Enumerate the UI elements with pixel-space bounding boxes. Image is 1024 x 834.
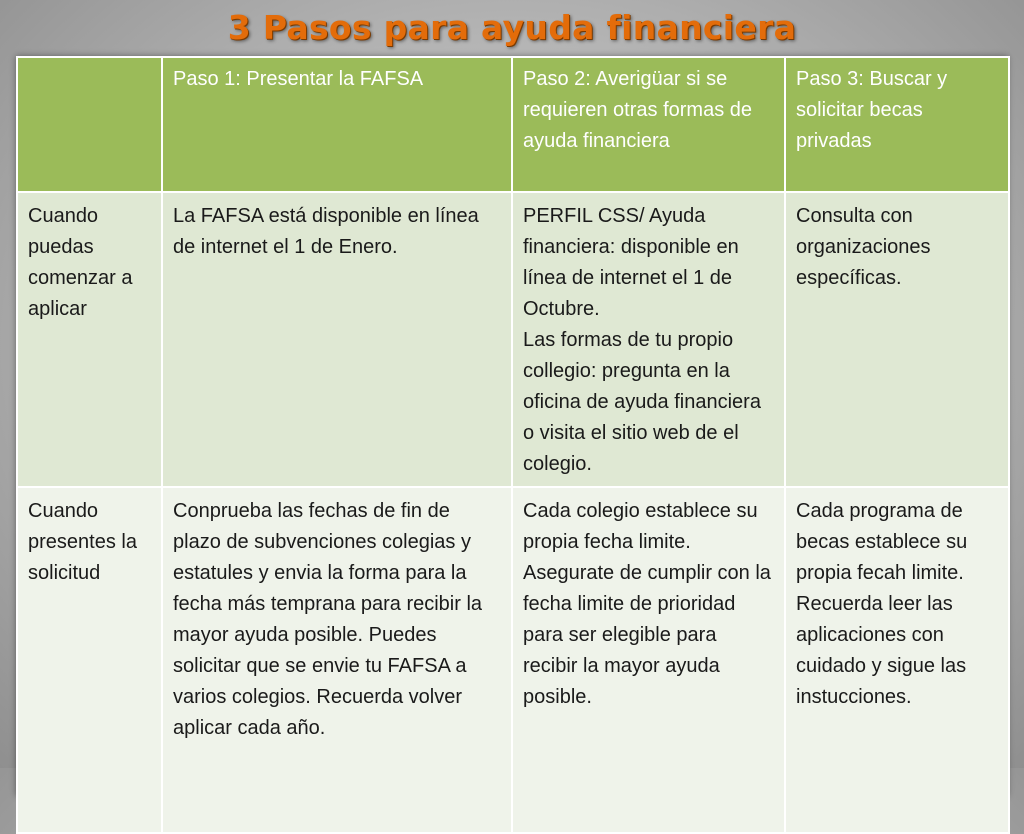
row1-step2-text-1: PERFIL CSS/ Ayuda financiera: disponible en línea de internet el 1 de Octubre. bbox=[523, 205, 739, 320]
row1-step2-text-2: Las formas de tu propio collegio: pregunta en la oficina de ayuda financiera o visita el sitio web de el colegio. bbox=[523, 329, 761, 475]
row1-step2-cell bbox=[512, 192, 785, 487]
steps-table bbox=[16, 56, 1010, 834]
header-step1-cell: Paso 1: Presentar la FAFSA bbox=[162, 57, 512, 192]
table-row bbox=[17, 192, 1009, 487]
row2-label-cell: Cuando presentes la solicitud bbox=[17, 487, 162, 833]
row1-label-cell: Cuando puedas comenzar a aplicar bbox=[17, 192, 162, 487]
slide-title: 3 Pasos para ayuda financiera bbox=[227, 8, 797, 47]
row2-step2-cell: Cada colegio establece su propia fecha limite. Asegurate de cumplir con la fecha limite de prioridad para ser elegible para recibir la mayor ayuda posible. bbox=[512, 487, 785, 833]
steps-table-container bbox=[16, 56, 1008, 796]
row2-step1-cell: Conprueba las fechas de fin de plazo de subvenciones colegias y estatules y envia la forma para la fecha más temprana para recibir la mayor ayuda posible. Puedes solicitar que se envie tu FAFSA a varios colegios. Recuerda volver aplicar cada año. bbox=[162, 487, 512, 833]
table-header-row bbox=[17, 57, 1009, 192]
header-step3-cell: Paso 3: Buscar y solicitar becas privadas bbox=[785, 57, 1009, 192]
row1-step1-cell: La FAFSA está disponible en línea de internet el 1 de Enero. bbox=[162, 192, 512, 487]
table-row bbox=[17, 487, 1009, 833]
header-step2-cell: Paso 2: Averigüar si se requieren otras formas de ayuda financiera bbox=[512, 57, 785, 192]
header-corner-cell bbox=[17, 57, 162, 192]
row2-step3-cell: Cada programa de becas establece su propia fecah limite. Recuerda leer las aplicaciones con cuidado y sigue las instucciones. bbox=[785, 487, 1009, 833]
row1-step3-cell: Consulta con organizaciones específicas. bbox=[785, 192, 1009, 487]
